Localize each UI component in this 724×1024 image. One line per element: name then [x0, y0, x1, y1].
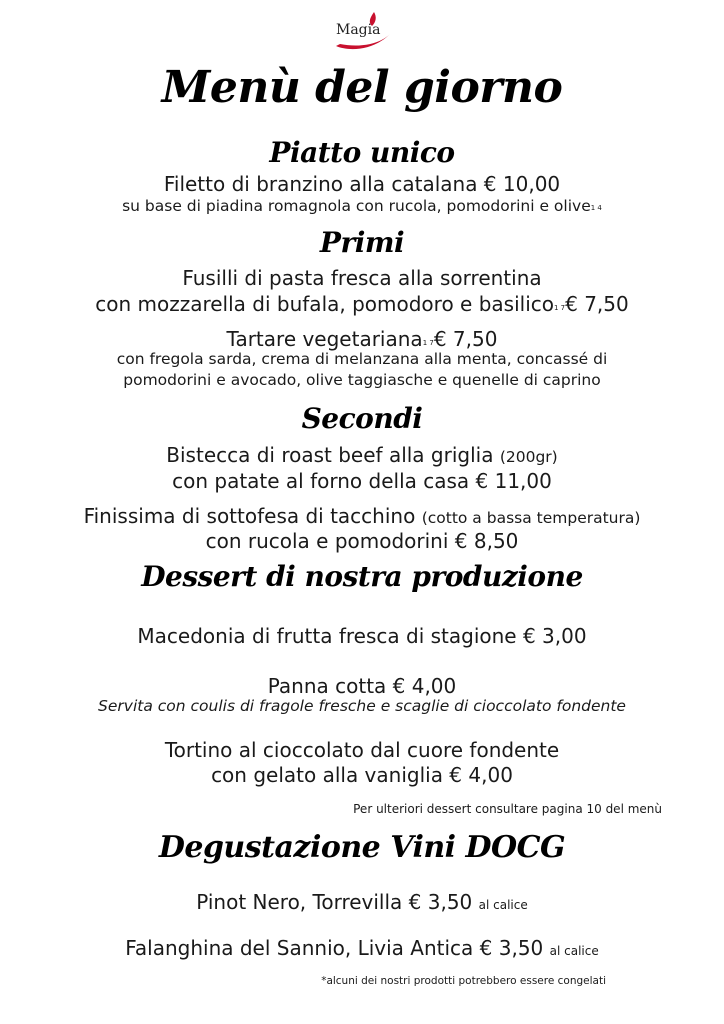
logo-text: Magia — [336, 22, 381, 38]
footer-note: *alcuni dei nostri prodotti potrebbero essere congelati — [321, 975, 606, 987]
allergen-codes: 1 7 — [422, 339, 434, 347]
menu-item-line: Filetto di branzino alla catalana € 10,00 — [163, 172, 561, 196]
menu-item-line: Fusilli di pasta fresca alla sorrentina — [182, 266, 542, 290]
restaurant-logo — [330, 8, 394, 52]
menu-item-line: Panna cotta € 4,00 — [267, 674, 457, 698]
page-title: Menù del giorno — [161, 62, 563, 113]
menu-item-description: su base di piadina romagnola con rucola, pomodorini e olive1 4 — [122, 197, 602, 215]
menu-item-line: Bistecca di roast beef alla griglia (200gr) — [166, 443, 558, 467]
menu-item-line: con rucola e pomodorini € 8,50 — [205, 529, 519, 553]
menu-item-line: Tartare vegetariana1 7€ 7,50 — [226, 327, 498, 351]
menu-item-line: Finissima di sottofesa di tacchino (cotto a bassa temperatura) — [83, 504, 641, 528]
menu-item-line: con patate al forno della casa € 11,00 — [172, 469, 552, 493]
section-heading-primi: Primi — [319, 226, 405, 259]
menu-item-line: Macedonia di frutta fresca di stagione € 3,00 — [137, 624, 587, 648]
menu-item-description: Servita con coulis di fragole fresche e scaglie di cioccolato fondente — [98, 697, 626, 715]
menu-item-line: con gelato alla vaniglia € 4,00 — [211, 763, 513, 787]
menu-item-description: con fregola sarda, crema di melanzana alla menta, concassé di — [116, 350, 608, 368]
allergen-codes: 1 4 — [590, 204, 602, 212]
menu-item-description: pomodorini e avocado, olive taggiasche e quenelle di caprino — [123, 371, 601, 389]
dessert-note: Per ulteriori dessert consultare pagina 10 del menù — [353, 802, 662, 816]
wine-item-line: Falanghina del Sannio, Livia Antica € 3,50 al calice — [125, 936, 599, 960]
menu-item-line: con mozzarella di bufala, pomodoro e basilico1 7€ 7,50 — [95, 292, 629, 316]
section-heading-vini: Degustazione Vini DOCG — [158, 830, 566, 865]
menu-item-line: Tortino al cioccolato dal cuore fondente — [164, 738, 560, 762]
section-heading-secondi: Secondi — [301, 402, 423, 435]
section-heading-dessert: Dessert di nostra produzione — [141, 560, 583, 593]
allergen-codes: 1 7 — [553, 304, 566, 312]
section-heading-piatto-unico: Piatto unico — [269, 136, 455, 169]
wine-item-line: Pinot Nero, Torrevilla € 3,50 al calice — [196, 890, 528, 914]
